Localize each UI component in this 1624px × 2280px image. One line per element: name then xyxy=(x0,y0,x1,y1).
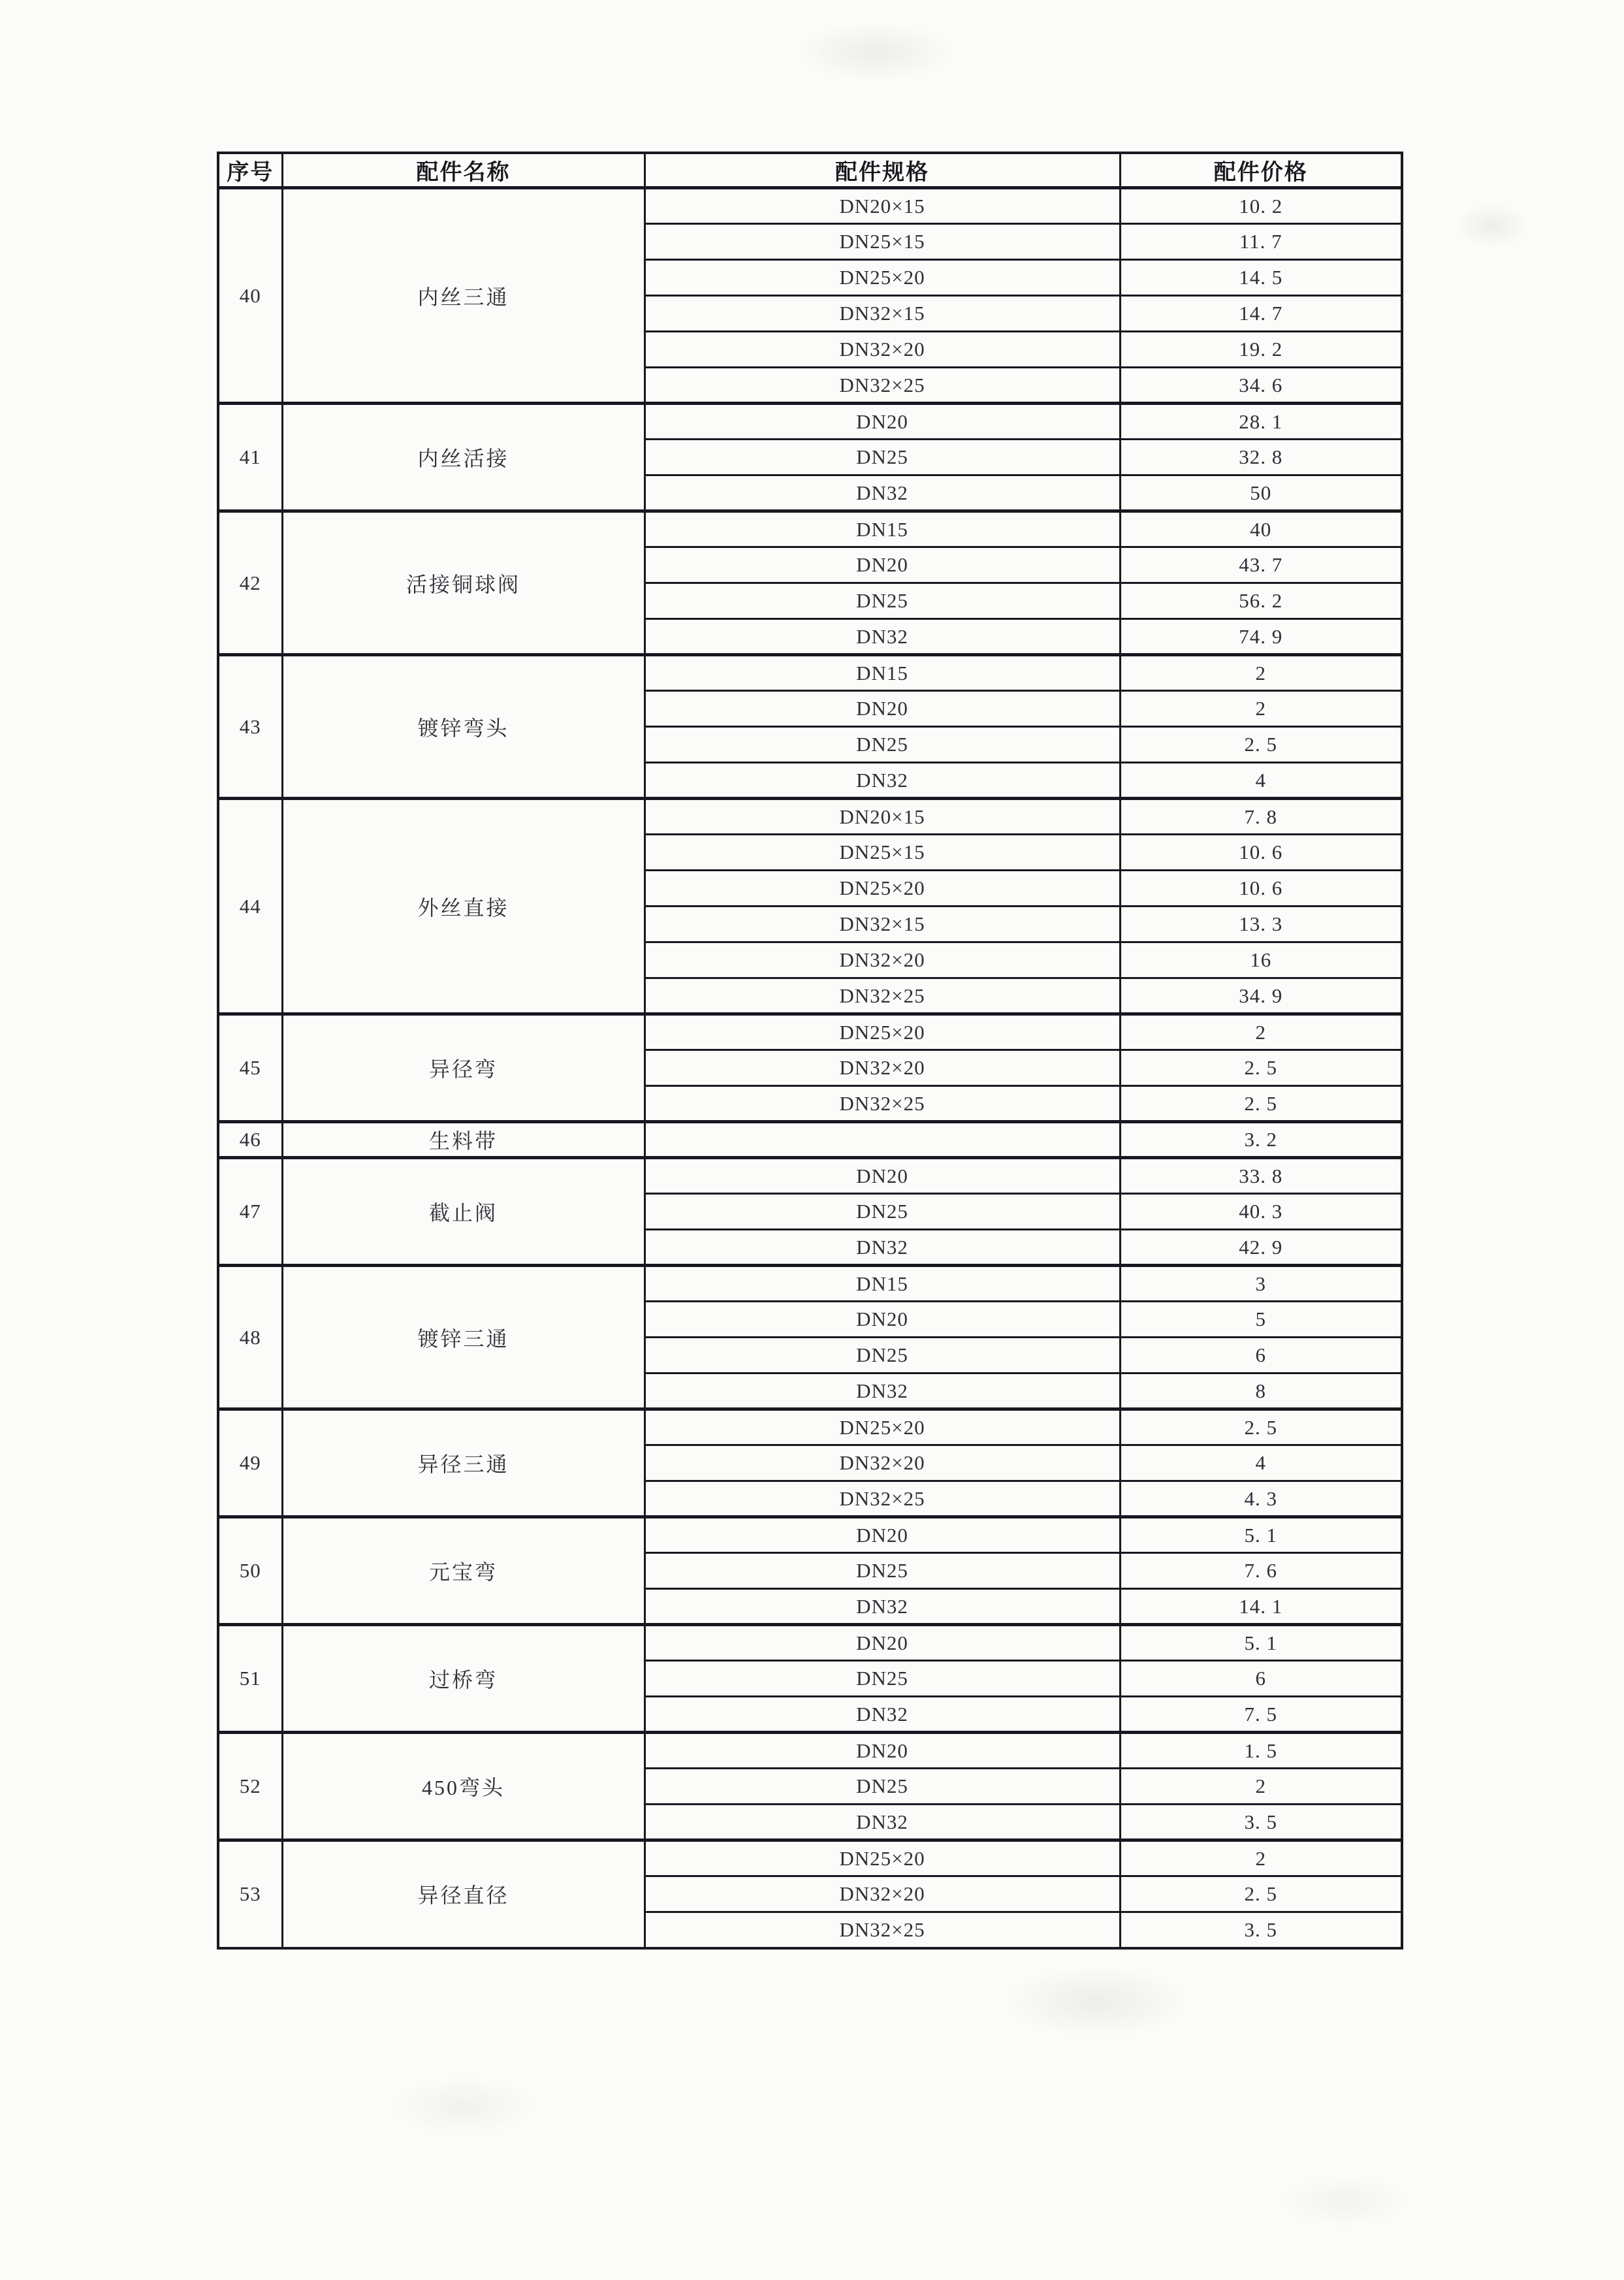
spec-cell: DN25 xyxy=(645,1553,1120,1589)
spec-cell: DN32×15 xyxy=(645,907,1120,942)
spec-cell: DN15 xyxy=(645,511,1120,547)
price-cell: 6 xyxy=(1120,1338,1402,1373)
table-header xyxy=(218,153,1402,188)
spec-cell: DN20 xyxy=(645,691,1120,727)
parts-price-table xyxy=(217,152,1403,1950)
table-row xyxy=(218,655,1402,691)
spec-cell: DN32×20 xyxy=(645,1876,1120,1912)
spec-cell: DN25 xyxy=(645,1194,1120,1230)
part-name-cell: 元宝弯 xyxy=(282,1517,645,1625)
serial-number-cell: 49 xyxy=(218,1409,282,1517)
price-cell: 7. 5 xyxy=(1120,1697,1402,1733)
price-cell: 34. 9 xyxy=(1120,978,1402,1014)
table-row xyxy=(218,1122,1402,1158)
spec-cell: DN15 xyxy=(645,1266,1120,1302)
spec-cell: DN32 xyxy=(645,1697,1120,1733)
part-name-cell: 截止阀 xyxy=(282,1158,645,1266)
price-cell: 19. 2 xyxy=(1120,332,1402,368)
spec-cell: DN32 xyxy=(645,619,1120,655)
serial-number-cell: 45 xyxy=(218,1014,282,1122)
table-row xyxy=(218,1266,1402,1302)
price-cell: 10. 6 xyxy=(1120,835,1402,871)
part-name-cell: 异径弯 xyxy=(282,1014,645,1122)
price-cell: 13. 3 xyxy=(1120,907,1402,942)
spec-cell: DN32×25 xyxy=(645,1086,1120,1122)
spec-cell: DN25×20 xyxy=(645,1409,1120,1445)
price-cell: 4. 3 xyxy=(1120,1481,1402,1517)
spec-cell: DN32×25 xyxy=(645,1481,1120,1517)
price-cell: 2. 5 xyxy=(1120,727,1402,763)
part-name-cell: 生料带 xyxy=(282,1122,645,1158)
spec-cell: DN32×20 xyxy=(645,1050,1120,1086)
serial-number-cell: 51 xyxy=(218,1625,282,1733)
spec-cell: DN25×15 xyxy=(645,224,1120,260)
table-row xyxy=(218,1733,1402,1769)
spec-cell: DN32×25 xyxy=(645,1912,1120,1948)
spec-cell: DN32×20 xyxy=(645,1445,1120,1481)
price-cell: 56. 2 xyxy=(1120,583,1402,619)
serial-number-cell: 48 xyxy=(218,1266,282,1409)
serial-number-cell: 46 xyxy=(218,1122,282,1158)
spec-cell: DN25 xyxy=(645,1338,1120,1373)
serial-number-cell: 53 xyxy=(218,1840,282,1948)
price-cell: 3. 5 xyxy=(1120,1912,1402,1948)
serial-number-cell: 47 xyxy=(218,1158,282,1266)
spec-cell: DN25×20 xyxy=(645,1840,1120,1876)
price-cell: 11. 7 xyxy=(1120,224,1402,260)
price-cell: 40 xyxy=(1120,511,1402,547)
price-cell: 2. 5 xyxy=(1120,1050,1402,1086)
spec-cell: DN20 xyxy=(645,1733,1120,1769)
part-name-cell: 450弯头 xyxy=(282,1733,645,1840)
price-cell: 28. 1 xyxy=(1120,404,1402,440)
spec-cell: DN20 xyxy=(645,1625,1120,1661)
price-cell: 10. 6 xyxy=(1120,871,1402,907)
spec-cell: DN20 xyxy=(645,404,1120,440)
price-cell: 74. 9 xyxy=(1120,619,1402,655)
spec-cell: DN25 xyxy=(645,727,1120,763)
spec-cell: DN25 xyxy=(645,1769,1120,1805)
spec-cell: DN32×15 xyxy=(645,296,1120,332)
spec-cell: DN25×20 xyxy=(645,260,1120,296)
price-cell: 14. 1 xyxy=(1120,1589,1402,1625)
price-cell: 7. 6 xyxy=(1120,1553,1402,1589)
price-cell: 7. 8 xyxy=(1120,799,1402,835)
price-cell: 1. 5 xyxy=(1120,1733,1402,1769)
price-cell: 8 xyxy=(1120,1373,1402,1409)
part-name-cell: 镀锌弯头 xyxy=(282,655,645,799)
price-cell: 33. 8 xyxy=(1120,1158,1402,1194)
spec-cell: DN32 xyxy=(645,1589,1120,1625)
spec-cell: DN20 xyxy=(645,1517,1120,1553)
scan-smudge xyxy=(392,2077,535,2136)
price-cell: 2 xyxy=(1120,1014,1402,1050)
price-cell: 5. 1 xyxy=(1120,1625,1402,1661)
price-cell: 5 xyxy=(1120,1302,1402,1338)
spec-cell: DN32 xyxy=(645,1805,1120,1840)
scan-smudge xyxy=(1006,1966,1188,2038)
spec-cell: DN32 xyxy=(645,1373,1120,1409)
price-cell: 16 xyxy=(1120,942,1402,978)
serial-number-cell: 40 xyxy=(218,188,282,404)
table-row xyxy=(218,511,1402,547)
part-name-cell: 过桥弯 xyxy=(282,1625,645,1733)
scan-smudge xyxy=(1280,2175,1410,2227)
spec-cell: DN20 xyxy=(645,547,1120,583)
price-cell: 50 xyxy=(1120,475,1402,511)
table-row xyxy=(218,1158,1402,1194)
spec-cell: DN25×20 xyxy=(645,1014,1120,1050)
price-cell: 4 xyxy=(1120,763,1402,799)
column-header-spec: 配件规格 xyxy=(645,153,1120,188)
spec-cell: DN32×25 xyxy=(645,368,1120,404)
table-row xyxy=(218,799,1402,835)
price-cell: 42. 9 xyxy=(1120,1230,1402,1266)
serial-number-cell: 43 xyxy=(218,655,282,799)
price-cell: 3. 5 xyxy=(1120,1805,1402,1840)
price-cell: 2. 5 xyxy=(1120,1086,1402,1122)
part-name-cell: 异径三通 xyxy=(282,1409,645,1517)
table-row xyxy=(218,404,1402,440)
spec-cell: DN25 xyxy=(645,1661,1120,1697)
price-cell: 40. 3 xyxy=(1120,1194,1402,1230)
spec-cell: DN25 xyxy=(645,440,1120,475)
column-header-part-name: 配件名称 xyxy=(282,153,645,188)
spec-cell: DN20×15 xyxy=(645,799,1120,835)
price-cell: 14. 7 xyxy=(1120,296,1402,332)
part-name-cell: 异径直径 xyxy=(282,1840,645,1948)
scan-smudge xyxy=(797,23,953,82)
price-cell: 5. 1 xyxy=(1120,1517,1402,1553)
price-cell: 2 xyxy=(1120,691,1402,727)
spec-cell: DN25 xyxy=(645,583,1120,619)
spec-cell: DN32×20 xyxy=(645,942,1120,978)
price-cell: 34. 6 xyxy=(1120,368,1402,404)
part-name-cell: 活接铜球阀 xyxy=(282,511,645,655)
serial-number-cell: 50 xyxy=(218,1517,282,1625)
table-row xyxy=(218,1625,1402,1661)
price-cell: 14. 5 xyxy=(1120,260,1402,296)
scan-smudge xyxy=(1456,202,1528,248)
spec-cell: DN32 xyxy=(645,475,1120,511)
spec-cell: DN32 xyxy=(645,1230,1120,1266)
spec-cell: DN32 xyxy=(645,763,1120,799)
spec-cell: DN32×25 xyxy=(645,978,1120,1014)
table-body xyxy=(218,188,1402,1948)
part-name-cell: 内丝活接 xyxy=(282,404,645,511)
price-cell: 2 xyxy=(1120,1840,1402,1876)
table-row xyxy=(218,188,1402,224)
spec-cell xyxy=(645,1122,1120,1158)
part-name-cell: 外丝直接 xyxy=(282,799,645,1014)
spec-cell: DN20 xyxy=(645,1302,1120,1338)
price-cell: 4 xyxy=(1120,1445,1402,1481)
column-header-serial: 序号 xyxy=(218,153,282,188)
spec-cell: DN32×20 xyxy=(645,332,1120,368)
spec-cell: DN25×20 xyxy=(645,871,1120,907)
table-row xyxy=(218,1840,1402,1876)
price-cell: 3 xyxy=(1120,1266,1402,1302)
price-cell: 3. 2 xyxy=(1120,1122,1402,1158)
spec-cell: DN15 xyxy=(645,655,1120,691)
price-cell: 2 xyxy=(1120,655,1402,691)
price-cell: 2. 5 xyxy=(1120,1876,1402,1912)
serial-number-cell: 44 xyxy=(218,799,282,1014)
serial-number-cell: 52 xyxy=(218,1733,282,1840)
price-cell: 32. 8 xyxy=(1120,440,1402,475)
price-cell: 2. 5 xyxy=(1120,1409,1402,1445)
spec-cell: DN20 xyxy=(645,1158,1120,1194)
spec-cell: DN20×15 xyxy=(645,188,1120,224)
table-row xyxy=(218,1014,1402,1050)
serial-number-cell: 41 xyxy=(218,404,282,511)
part-name-cell: 镀锌三通 xyxy=(282,1266,645,1409)
header-row xyxy=(218,153,1402,188)
column-header-price: 配件价格 xyxy=(1120,153,1402,188)
price-cell: 10. 2 xyxy=(1120,188,1402,224)
price-cell: 6 xyxy=(1120,1661,1402,1697)
table-row xyxy=(218,1517,1402,1553)
serial-number-cell: 42 xyxy=(218,511,282,655)
price-cell: 2 xyxy=(1120,1769,1402,1805)
table-row xyxy=(218,1409,1402,1445)
spec-cell: DN25×15 xyxy=(645,835,1120,871)
part-name-cell: 内丝三通 xyxy=(282,188,645,404)
price-cell: 43. 7 xyxy=(1120,547,1402,583)
